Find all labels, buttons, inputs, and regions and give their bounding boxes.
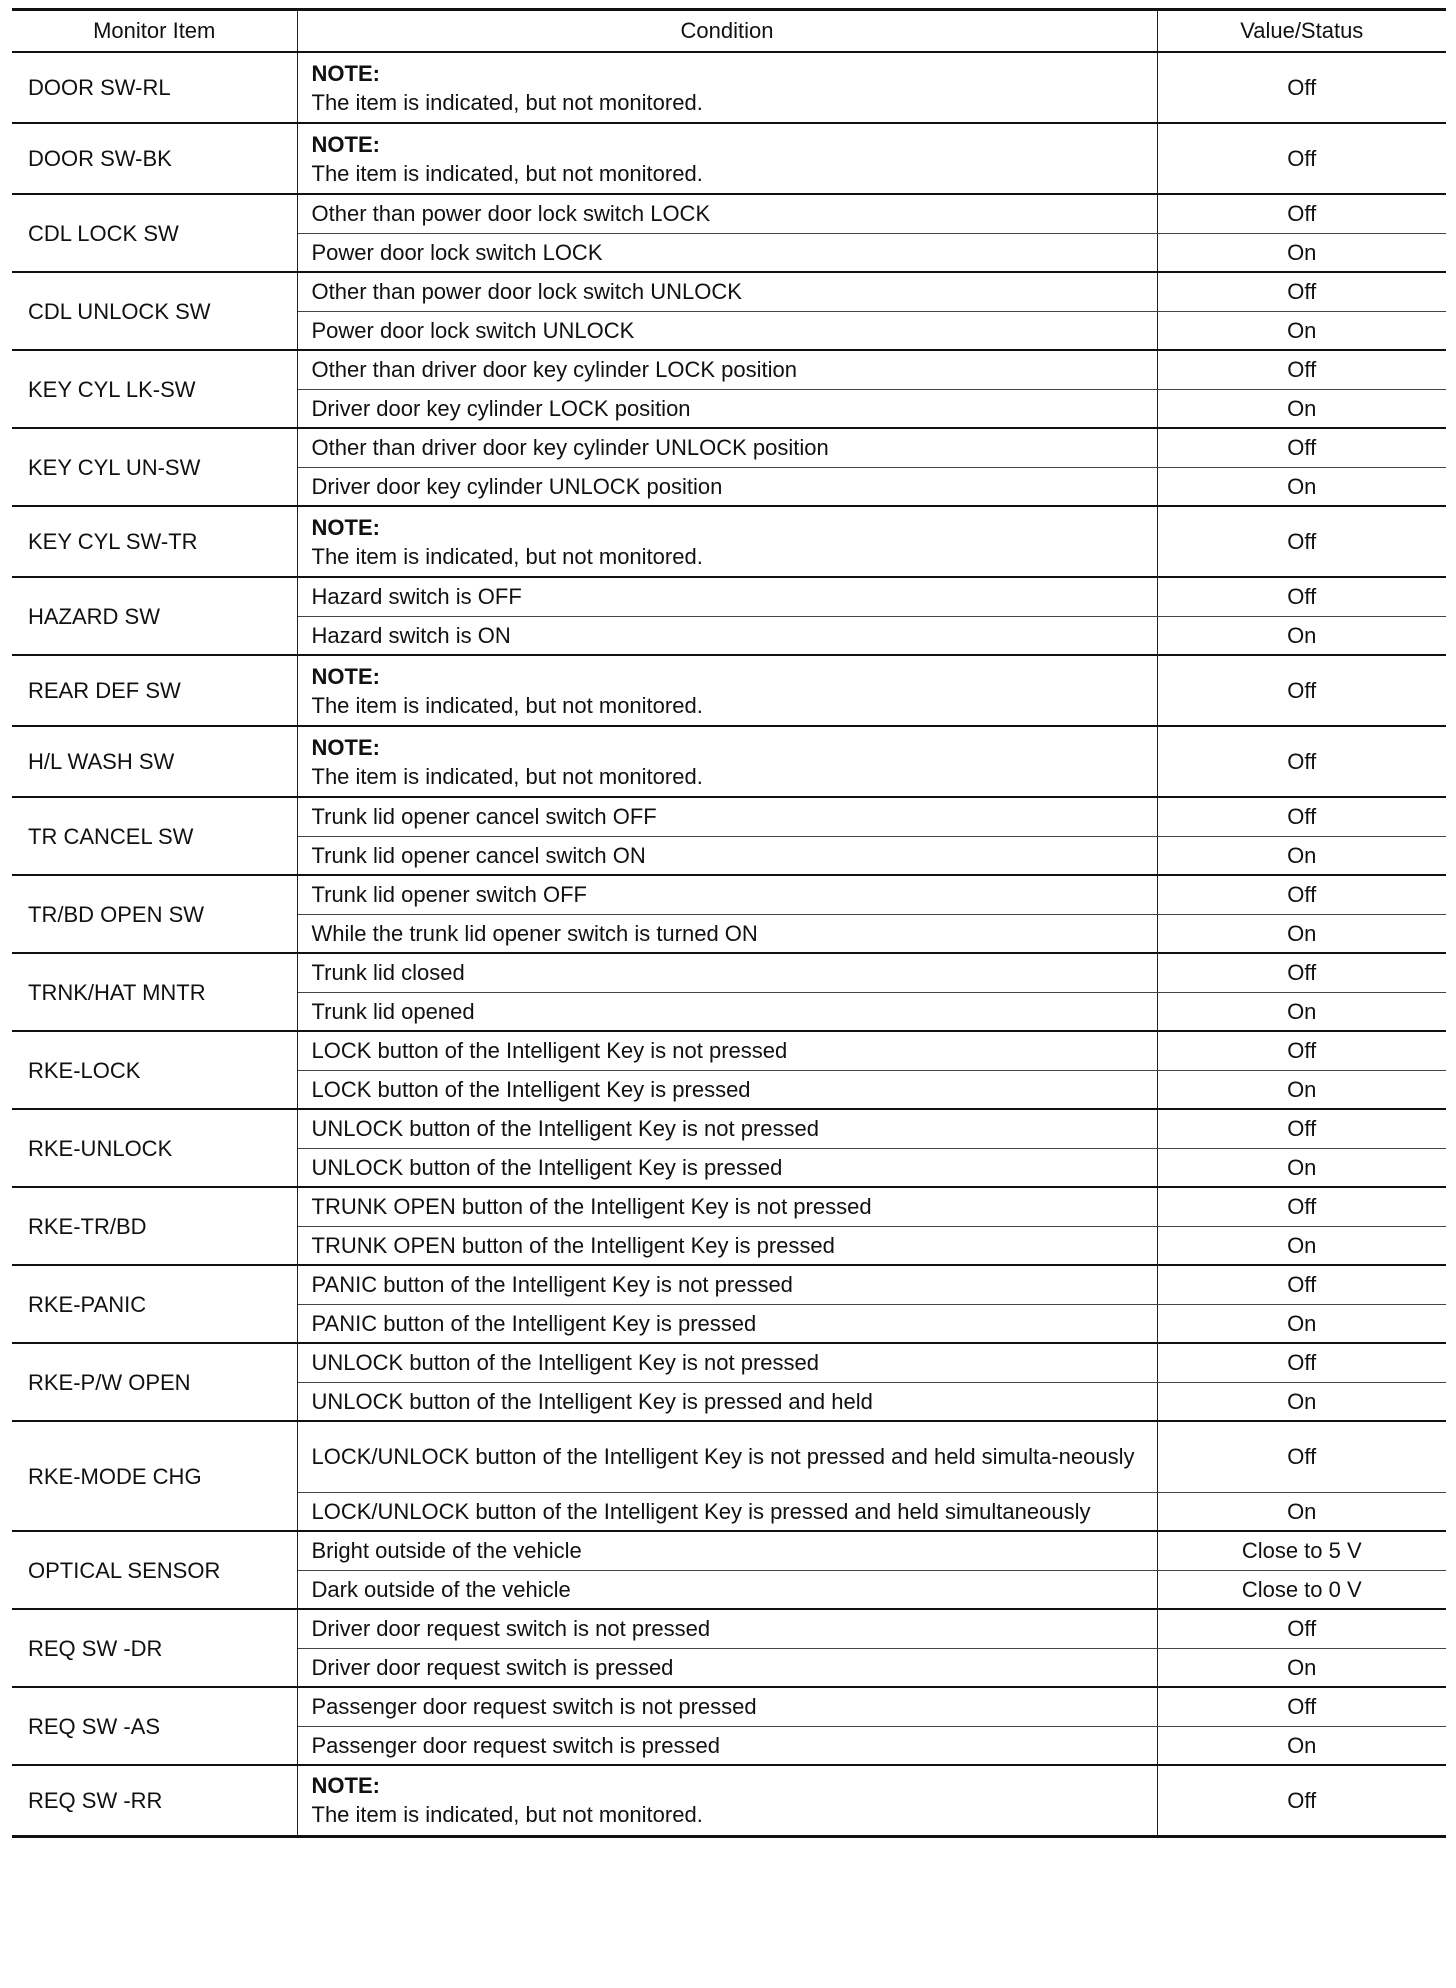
monitor-item-cell: CDL UNLOCK SW [12, 272, 297, 350]
value-status-cell: Off [1157, 1031, 1446, 1070]
condition-cell: LOCK button of the Intelligent Key is not pressed [297, 1031, 1157, 1070]
value-status-cell: On [1157, 992, 1446, 1031]
value-status-cell: Close to 0 V [1157, 1570, 1446, 1609]
table-row [12, 1609, 1446, 1648]
table-row [12, 875, 1446, 914]
condition-cell: Passenger door request switch is not pressed [297, 1687, 1157, 1726]
header-row [12, 10, 1446, 53]
monitor-item-cell: KEY CYL UN-SW [12, 428, 297, 506]
condition-cell: Other than driver door key cylinder UNLOCK position [297, 428, 1157, 467]
table-row [12, 1031, 1446, 1070]
condition-cell [297, 506, 1157, 577]
monitor-item-cell: DOOR SW-BK [12, 123, 297, 194]
condition-cell [297, 655, 1157, 726]
condition-cell: Power door lock switch LOCK [297, 233, 1157, 272]
monitor-item-cell: TR CANCEL SW [12, 797, 297, 875]
condition-cell: Trunk lid opener cancel switch OFF [297, 797, 1157, 836]
condition-cell: Trunk lid closed [297, 953, 1157, 992]
value-status-cell: Off [1157, 1109, 1446, 1148]
condition-cell: Trunk lid opened [297, 992, 1157, 1031]
value-status-cell: On [1157, 1382, 1446, 1421]
condition-cell: While the trunk lid opener switch is turned ON [297, 914, 1157, 953]
condition-cell [297, 1765, 1157, 1836]
condition-cell: UNLOCK button of the Intelligent Key is pressed [297, 1148, 1157, 1187]
monitor-item-cell: RKE-UNLOCK [12, 1109, 297, 1187]
value-status-cell: On [1157, 1726, 1446, 1765]
note-text: The item is indicated, but not monitored. [311, 89, 703, 115]
value-status-cell: On [1157, 311, 1446, 350]
condition-cell: Hazard switch is OFF [297, 577, 1157, 616]
condition-cell: Bright outside of the vehicle [297, 1531, 1157, 1570]
value-status-cell: Off [1157, 726, 1446, 797]
condition-cell: Other than driver door key cylinder LOCK position [297, 350, 1157, 389]
monitor-item-cell: RKE-LOCK [12, 1031, 297, 1109]
table-row [12, 577, 1446, 616]
value-status-cell: Off [1157, 1343, 1446, 1382]
value-status-cell: Off [1157, 655, 1446, 726]
monitor-item-cell: RKE-PANIC [12, 1265, 297, 1343]
condition-cell: Hazard switch is ON [297, 616, 1157, 655]
value-status-cell: Off [1157, 1687, 1446, 1726]
note-label: NOTE: [311, 1773, 380, 1799]
monitor-item-table [12, 8, 1446, 1838]
note-text: The item is indicated, but not monitored. [311, 543, 703, 569]
value-status-cell: On [1157, 1070, 1446, 1109]
header-value-status: Value/Status [1157, 10, 1446, 53]
monitor-item-cell: TR/BD OPEN SW [12, 875, 297, 953]
monitor-item-cell: HAZARD SW [12, 577, 297, 655]
table-row [12, 1187, 1446, 1226]
value-status-cell: Off [1157, 577, 1446, 616]
condition-cell: TRUNK OPEN button of the Intelligent Key is pressed [297, 1226, 1157, 1265]
value-status-cell: Off [1157, 1609, 1446, 1648]
value-status-cell: Off [1157, 428, 1446, 467]
condition-cell [297, 52, 1157, 123]
monitor-item-cell: TRNK/HAT MNTR [12, 953, 297, 1031]
value-status-cell: On [1157, 914, 1446, 953]
table-row [12, 350, 1446, 389]
monitor-item-cell: REQ SW -AS [12, 1687, 297, 1765]
value-status-cell: On [1157, 233, 1446, 272]
table-row [12, 1265, 1446, 1304]
condition-cell: Dark outside of the vehicle [297, 1570, 1157, 1609]
value-status-cell: On [1157, 1226, 1446, 1265]
value-status-cell: Off [1157, 1765, 1446, 1836]
condition-cell: Driver door key cylinder UNLOCK position [297, 467, 1157, 506]
condition-cell: Driver door request switch is pressed [297, 1648, 1157, 1687]
table-row [12, 726, 1446, 797]
value-status-cell: On [1157, 1304, 1446, 1343]
condition-cell [297, 123, 1157, 194]
table-row [12, 272, 1446, 311]
condition-cell: UNLOCK button of the Intelligent Key is pressed and held [297, 1382, 1157, 1421]
value-status-cell: Off [1157, 272, 1446, 311]
value-status-cell: On [1157, 1148, 1446, 1187]
value-status-cell: Off [1157, 797, 1446, 836]
value-status-cell: Close to 5 V [1157, 1531, 1446, 1570]
monitor-item-cell: REQ SW -RR [12, 1765, 297, 1836]
monitor-item-cell: KEY CYL LK-SW [12, 350, 297, 428]
value-status-cell: Off [1157, 123, 1446, 194]
table-header [12, 10, 1446, 53]
table-row [12, 194, 1446, 233]
table-row [12, 1765, 1446, 1836]
condition-cell: PANIC button of the Intelligent Key is pressed [297, 1304, 1157, 1343]
condition-cell: UNLOCK button of the Intelligent Key is not pressed [297, 1109, 1157, 1148]
note-label: NOTE: [311, 734, 380, 760]
condition-cell: Driver door request switch is not pressed [297, 1609, 1157, 1648]
table-row [12, 797, 1446, 836]
table-row [12, 1531, 1446, 1570]
table-row [12, 1343, 1446, 1382]
table-row [12, 1421, 1446, 1492]
condition-cell: LOCK button of the Intelligent Key is pressed [297, 1070, 1157, 1109]
value-status-cell: On [1157, 389, 1446, 428]
value-status-cell: On [1157, 1648, 1446, 1687]
header-condition: Condition [297, 10, 1157, 53]
note-text: The item is indicated, but not monitored. [311, 692, 703, 718]
condition-cell: Passenger door request switch is pressed [297, 1726, 1157, 1765]
value-status-cell: Off [1157, 1265, 1446, 1304]
value-status-cell: Off [1157, 52, 1446, 123]
value-status-cell: On [1157, 1492, 1446, 1531]
condition-cell [297, 726, 1157, 797]
document-page [12, 8, 1446, 1838]
condition-cell: PANIC button of the Intelligent Key is not pressed [297, 1265, 1157, 1304]
monitor-item-cell: CDL LOCK SW [12, 194, 297, 272]
monitor-item-cell: REAR DEF SW [12, 655, 297, 726]
monitor-item-cell: OPTICAL SENSOR [12, 1531, 297, 1609]
value-status-cell: Off [1157, 875, 1446, 914]
condition-cell: Other than power door lock switch LOCK [297, 194, 1157, 233]
value-status-cell: Off [1157, 506, 1446, 577]
condition-cell: TRUNK OPEN button of the Intelligent Key is not pressed [297, 1187, 1157, 1226]
note-label: NOTE: [311, 60, 380, 86]
condition-cell: LOCK/UNLOCK button of the Intelligent Key is pressed and held simultaneously [297, 1492, 1157, 1531]
condition-cell: Power door lock switch UNLOCK [297, 311, 1157, 350]
condition-cell: LOCK/UNLOCK button of the Intelligent Key is not pressed and held simulta-neously [297, 1421, 1157, 1492]
note-text: The item is indicated, but not monitored. [311, 763, 703, 789]
table-row [12, 655, 1446, 726]
table-row [12, 1109, 1446, 1148]
value-status-cell: Off [1157, 1421, 1446, 1492]
value-status-cell: On [1157, 836, 1446, 875]
note-label: NOTE: [311, 131, 380, 157]
value-status-cell: Off [1157, 953, 1446, 992]
value-status-cell: On [1157, 616, 1446, 655]
monitor-item-cell: DOOR SW-RL [12, 52, 297, 123]
monitor-item-cell: RKE-TR/BD [12, 1187, 297, 1265]
note-text: The item is indicated, but not monitored. [311, 1802, 703, 1828]
condition-cell: UNLOCK button of the Intelligent Key is not pressed [297, 1343, 1157, 1382]
condition-cell: Trunk lid opener cancel switch ON [297, 836, 1157, 875]
value-status-cell: Off [1157, 194, 1446, 233]
value-status-cell: Off [1157, 1187, 1446, 1226]
table-row [12, 428, 1446, 467]
condition-cell: Driver door key cylinder LOCK position [297, 389, 1157, 428]
monitor-item-cell: KEY CYL SW-TR [12, 506, 297, 577]
note-label: NOTE: [311, 663, 380, 689]
table-body [12, 52, 1446, 1836]
header-monitor-item: Monitor Item [12, 10, 297, 53]
monitor-item-cell: RKE-P/W OPEN [12, 1343, 297, 1421]
monitor-item-cell: REQ SW -DR [12, 1609, 297, 1687]
table-row [12, 506, 1446, 577]
value-status-cell: On [1157, 467, 1446, 506]
table-row [12, 1687, 1446, 1726]
condition-cell: Other than power door lock switch UNLOCK [297, 272, 1157, 311]
monitor-item-cell: H/L WASH SW [12, 726, 297, 797]
table-row [12, 953, 1446, 992]
value-status-cell: Off [1157, 350, 1446, 389]
table-row [12, 123, 1446, 194]
note-text: The item is indicated, but not monitored. [311, 160, 703, 186]
condition-cell: Trunk lid opener switch OFF [297, 875, 1157, 914]
table-row [12, 52, 1446, 123]
monitor-item-cell: RKE-MODE CHG [12, 1421, 297, 1531]
note-label: NOTE: [311, 514, 380, 540]
